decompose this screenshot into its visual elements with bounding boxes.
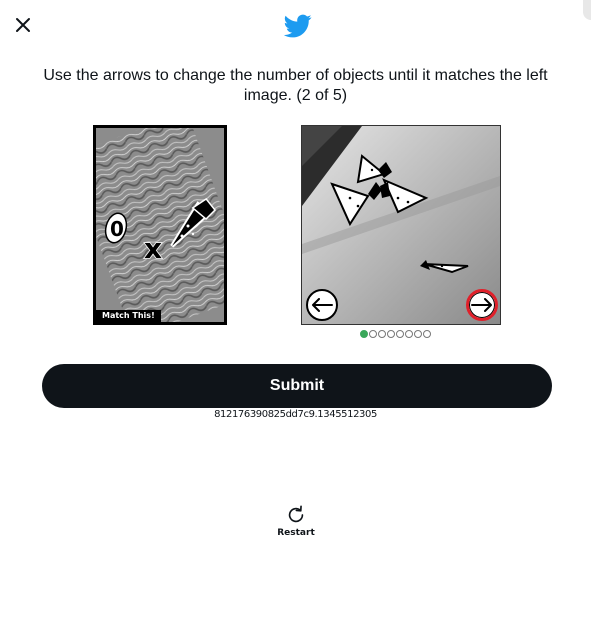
progress-dot	[405, 330, 413, 338]
arrow-right-icon	[471, 298, 493, 312]
refresh-icon	[285, 504, 307, 526]
restart-label: Restart	[277, 528, 315, 538]
progress-dots	[360, 330, 431, 340]
previous-arrow-button[interactable]	[306, 289, 338, 321]
match-this-label: Match This!	[96, 310, 161, 322]
submit-button[interactable]: Submit	[42, 364, 552, 408]
close-button[interactable]	[8, 10, 38, 40]
scrollbar[interactable]	[583, 0, 591, 20]
progress-dot	[423, 330, 431, 338]
progress-dot	[369, 330, 377, 338]
progress-dot	[360, 330, 368, 338]
target-image	[93, 125, 227, 325]
progress-dot	[387, 330, 395, 338]
progress-dot	[414, 330, 422, 338]
progress-dot	[378, 330, 386, 338]
progress-dot	[396, 330, 404, 338]
restart-button[interactable]	[266, 504, 326, 538]
adjustable-image	[301, 125, 501, 325]
target-image-art	[96, 128, 224, 322]
close-icon	[15, 17, 31, 33]
twitter-bird-icon	[283, 12, 313, 40]
svg-text:x: x	[144, 232, 163, 265]
arrow-left-icon	[311, 298, 333, 312]
session-id: 812176390825dd7c9.1345512305	[214, 409, 377, 420]
svg-text:0: 0	[110, 217, 124, 241]
next-arrow-button[interactable]	[466, 289, 498, 321]
challenge-instructions: Use the arrows to change the number of objects until it matches the left image. (2 of 5)	[43, 67, 548, 104]
